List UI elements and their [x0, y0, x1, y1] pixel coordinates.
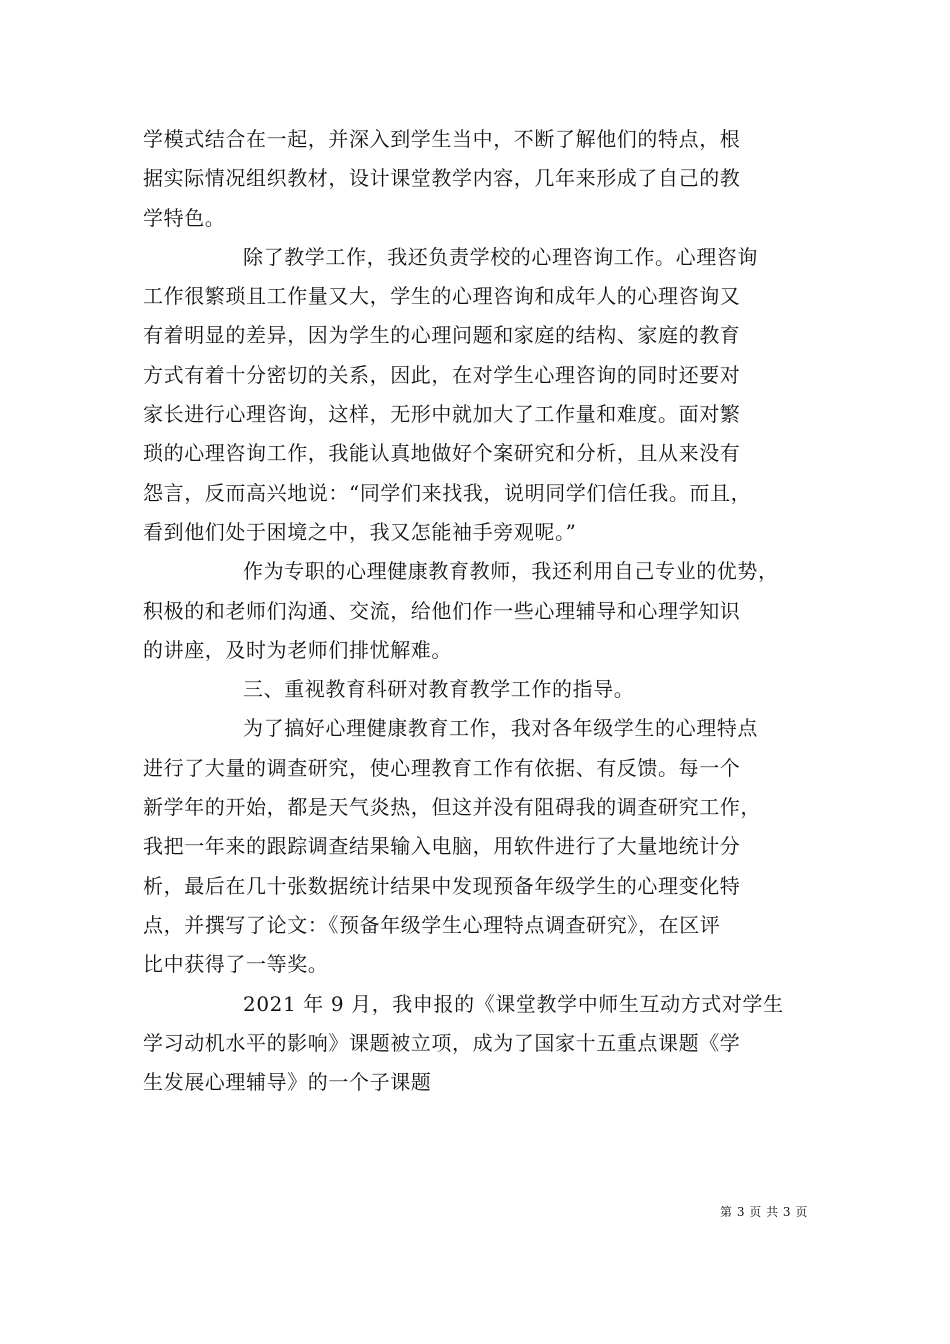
text-line: 析，最后在几十张数据统计结果中发现预备年级学生的心理变化特: [143, 873, 741, 898]
text-line: 进行了大量的调查研究，使心理教育工作有依据、有反馈。每一个: [143, 755, 741, 780]
text-line: 积极的和老师们沟通、交流，给他们作一些心理辅导和心理学知识: [143, 598, 741, 623]
text-line: 学模式结合在一起，并深入到学生当中，不断了解他们的特点，根: [143, 127, 741, 151]
text-line: 比中获得了一等奖。: [143, 952, 329, 977]
text-line: 学特色。: [143, 205, 226, 230]
text-line: 据实际情况组织教材，设计课堂教学内容，几年来形成了自己的教: [143, 166, 741, 191]
text-line: 除了教学工作，我还负责学校的心理咨询工作。心理咨询: [243, 244, 758, 269]
text-line: 新学年的开始，都是天气炎热，但这并没有阻碍我的调查研究工作，: [143, 795, 761, 820]
text-line: 琐的心理咨询工作，我能认真地做好个案研究和分析，且从来没有: [143, 441, 741, 466]
text-line: 为了搞好心理健康教育工作，我对各年级学生的心理特点: [243, 716, 758, 741]
text-line: 的讲座，及时为老师们排忧解难。: [143, 637, 452, 662]
text-line: 方式有着十分密切的关系，因此，在对学生心理咨询的同时还要对: [143, 362, 741, 387]
text-line: 看到他们处于困境之中，我又怎能袖手旁观呢。”: [143, 519, 577, 544]
text-line: 作为专职的心理健康教育教师，我还利用自己专业的优势，: [243, 559, 779, 584]
text-line: 有着明显的差异，因为学生的心理问题和家庭的结构、家庭的教育: [143, 323, 741, 348]
page-number-footer: 第 3 页 共 3 页: [720, 1205, 808, 1219]
text-line: 怨言，反而高兴地说：“同学们来找我，说明同学们信任我。而且，: [143, 480, 752, 505]
text-line: 我把一年来的跟踪调查结果输入电脑，用软件进行了大量地统计分: [143, 834, 741, 859]
document-body: [143, 120, 809, 1102]
text-line: 点，并撰写了论文：《预备年级学生心理特点调查研究》，在区评: [143, 912, 721, 937]
text-line: 工作很繁琐且工作量又大，学生的心理咨询和成年人的心理咨询又: [143, 284, 741, 309]
text-line: 学习动机水平的影响》课题被立项，成为了国家十五重点课题《学: [143, 1030, 741, 1055]
text-line: 三、重视教育科研对教育教学工作的指导。: [243, 677, 635, 702]
text-line: 生发展心理辅导》的一个子课题: [143, 1070, 432, 1095]
text-line: 2021 年 9 月，我申报的《课堂教学中师生互动方式对学生: [243, 991, 784, 1016]
text-line: 家长进行心理咨询，这样，无形中就加大了工作量和难度。面对繁: [143, 402, 741, 427]
